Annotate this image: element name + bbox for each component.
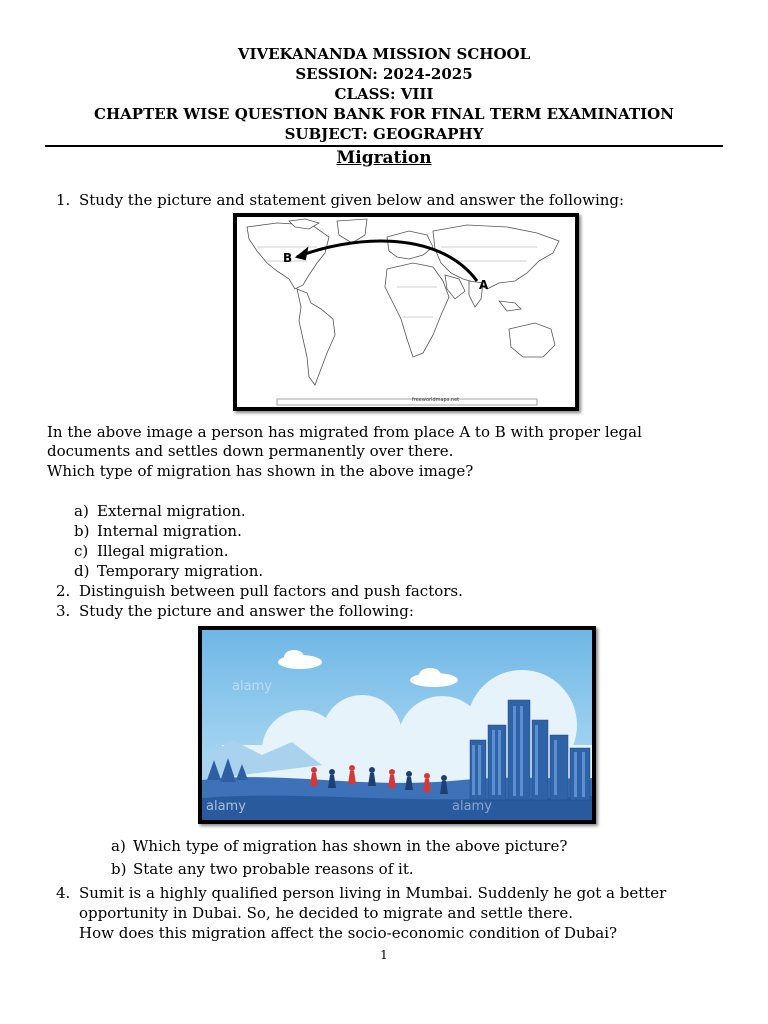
q1-statement-line1: In the above image a person has migrated from place A to B with proper legal bbox=[47, 423, 642, 441]
q1-option-a-label: a) bbox=[74, 502, 89, 520]
q3-sub-b-label: b) bbox=[111, 860, 127, 878]
page-number: 1 bbox=[380, 948, 388, 962]
q1-option-b-label: b) bbox=[74, 522, 90, 540]
watermark-bottom-left: alamy bbox=[206, 799, 246, 814]
map-credit: freeworldmaps.net bbox=[412, 397, 460, 403]
school-name: VIVEKANANDA MISSION SCHOOL bbox=[237, 45, 531, 63]
q1-statement-line2: documents and settles down permanently over there. bbox=[47, 442, 454, 460]
q1-text: Study the picture and statement given below and answer the following: bbox=[79, 191, 625, 209]
q4-line3: How does this migration affect the socio-economic condition of Dubai? bbox=[79, 924, 618, 942]
watermark-top: alamy bbox=[232, 679, 272, 694]
class-label: CLASS: VIII bbox=[334, 85, 434, 103]
q4-line1: Sumit is a highly qualified person living in Mumbai. Suddenly he got a better bbox=[79, 884, 667, 902]
watermark-bottom-right: alamy bbox=[452, 799, 492, 814]
session: SESSION: 2024-2025 bbox=[295, 65, 473, 83]
q1-question: Which type of migration has shown in the above image? bbox=[47, 462, 474, 480]
chapter-title: Migration bbox=[336, 148, 432, 168]
q4-line2: opportunity in Dubai. So, he decided to migrate and settle there. bbox=[79, 904, 573, 922]
q4-number: 4. bbox=[56, 884, 71, 902]
q3-number: 3. bbox=[56, 602, 71, 620]
q1-option-d: Temporary migration. bbox=[97, 562, 264, 580]
q2-number: 2. bbox=[56, 582, 71, 600]
city-illustration bbox=[202, 630, 592, 820]
q1-option-c-label: c) bbox=[74, 542, 89, 560]
q3-sub-a-label: a) bbox=[111, 837, 126, 855]
q2-text: Distinguish between pull factors and push factors. bbox=[79, 582, 463, 600]
world-map-figure bbox=[233, 213, 579, 411]
header-divider bbox=[45, 145, 723, 147]
world-map bbox=[237, 217, 575, 407]
q1-option-a: External migration. bbox=[97, 502, 246, 520]
q1-option-d-label: d) bbox=[74, 562, 90, 580]
map-label-a: A bbox=[479, 278, 489, 292]
q3-text: Study the picture and answer the following: bbox=[79, 602, 414, 620]
q1-option-b: Internal migration. bbox=[97, 522, 242, 540]
q3-sub-b: State any two probable reasons of it. bbox=[133, 860, 414, 878]
q1-option-c: Illegal migration. bbox=[97, 542, 229, 560]
question-bank-title: CHAPTER WISE QUESTION BANK FOR FINAL TERM EXAMINATION bbox=[94, 105, 674, 123]
city-migration-illustration bbox=[198, 626, 596, 824]
q3-sub-a: Which type of migration has shown in the above picture? bbox=[133, 837, 568, 855]
subject: SUBJECT: GEOGRAPHY bbox=[284, 125, 484, 143]
map-label-b: B bbox=[283, 251, 293, 265]
q1-number: 1. bbox=[56, 191, 71, 209]
